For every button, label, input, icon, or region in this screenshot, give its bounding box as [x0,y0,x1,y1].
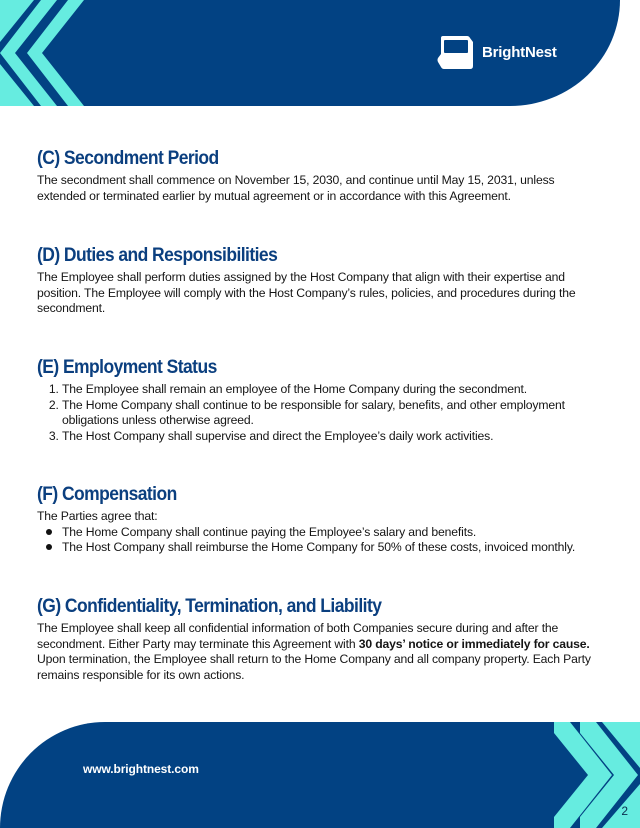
section-employment-status [37,356,602,444]
website-link[interactable]: www.brightnest.com [83,762,199,776]
section-confidentiality [37,595,602,683]
section-title: (E) Employment Status [37,357,217,378]
section-title: (C) Secondment Period [37,148,219,169]
section-title: (G) Confidentiality, Termination, and Liability [37,596,382,617]
section-title: (F) Compensation [37,484,177,505]
list-item: The Home Company shall continue paying the Employee’s salary and benefits. [62,525,602,541]
section-compensation [37,483,602,556]
brand-logo [437,36,557,69]
section-lead: The Parties agree that: [37,509,158,523]
laptop-icon [437,36,473,69]
section-body: The Employee shall perform duties assigned by the Host Company that align with their expertise and position. The Employee will comply with the Host Company’s rules, policies, and procedures during the secondment. [37,270,576,315]
bullet-list [37,525,602,556]
brand-name: BrightNest [482,44,557,61]
section-secondment-period [37,147,602,204]
section-body [37,621,602,683]
body-text: The Employee shall keep all confidential information of both Companies secure during and after the secondment. Either Party may terminate this Agreement with [37,621,559,651]
numbered-list [37,382,602,444]
section-body: The secondment shall commence on November 15, 2030, and continue until May 15, 2031, unless extended or terminated earlier by mutual agreement or in accordance with this Agreement. [37,173,555,203]
list-item: 2. The Home Company shall continue to be responsible for salary, benefits, and other employment obligations unless otherwise agreed. [62,398,602,429]
page-footer [0,722,640,828]
chevron-left-decoration-icon [0,0,86,106]
list-item: The Host Company shall reimburse the Home Company for 50% of these costs, invoiced monthly. [62,540,602,556]
section-title: (D) Duties and Responsibilities [37,245,278,266]
list-item: 3. The Host Company shall supervise and direct the Employee’s daily work activities. [62,429,602,445]
page-header [0,0,620,106]
page-number: 2 [621,804,628,818]
section-duties [37,244,602,317]
body-bold-text: 30 days’ notice or immediately for cause. [358,636,590,651]
body-text: Upon termination, the Employee shall return to the Home Company and all company property. Each Party remains responsible for its own actions. [37,652,591,682]
list-item: 1. The Employee shall remain an employee of the Home Company during the secondment. [62,382,602,398]
